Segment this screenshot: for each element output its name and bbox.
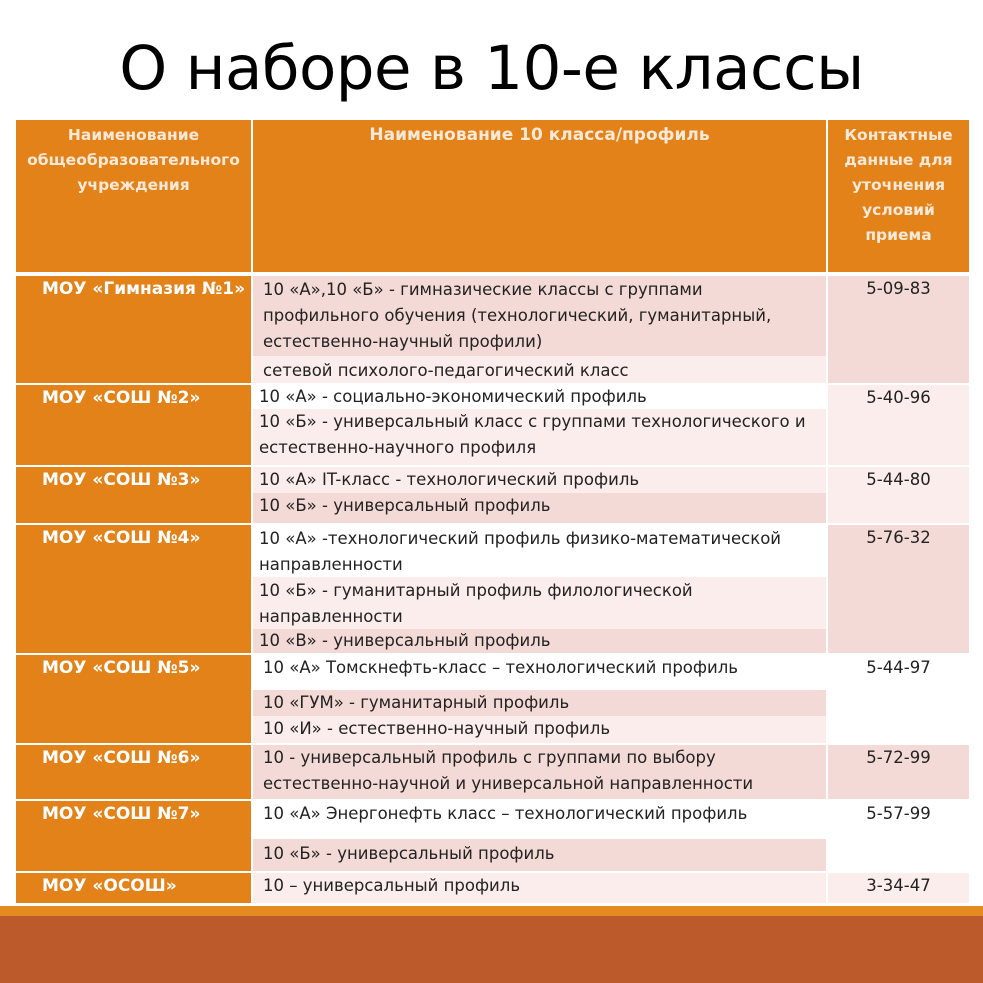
contact-cell: 5-72-99: [828, 745, 969, 799]
contact-cell: 5-57-99: [828, 801, 969, 871]
school-cell: МОУ «СОШ №2»: [16, 385, 251, 465]
class-cell: 10 – универсальный профиль: [253, 873, 826, 903]
class-cell: 10 «И» - естественно-научный профиль: [253, 716, 826, 743]
school-cell: МОУ «Гимназия №1»: [16, 276, 251, 383]
class-cell: 10 «ГУМ» - гуманитарный профиль: [253, 690, 826, 716]
class-cell: 10 «А» Энергонефть класс – технологический профиль: [253, 801, 826, 839]
school-cell: МОУ «СОШ №7»: [16, 801, 251, 871]
contact-cell: 5-09-83: [828, 276, 969, 383]
school-cell: МОУ «СОШ №5»: [16, 655, 251, 743]
class-cell: 10 «А» - социально-экономический профиль: [253, 385, 826, 409]
contact-cell: 3-34-47: [828, 873, 969, 903]
class-cell: 10 - универсальный профиль с группами по выбору естественно-научной и универсальной направленности: [253, 745, 826, 799]
footer-stripe: [0, 906, 983, 916]
school-cell: МОУ «СОШ №6»: [16, 745, 251, 799]
page-title: О наборе в 10-е классы: [119, 33, 864, 104]
class-cell: 10 «Б» - универсальный класс с группами технологического и естественно-научного профиля: [253, 409, 826, 465]
class-cell: 10 «Б» - универсальный профиль: [253, 839, 826, 871]
school-cell: МОУ «СОШ №3»: [16, 467, 251, 523]
header-profile: Наименование 10 класса/профиль: [253, 120, 826, 272]
class-cell: 10 «А» IT-класс - технологический профиль: [253, 467, 826, 493]
school-cell: МОУ «СОШ №4»: [16, 525, 251, 653]
header-school: Наименование общеобразовательного учреждения: [16, 120, 251, 272]
class-cell: 10 «В» - универсальный профиль: [253, 629, 826, 653]
contact-cell: 5-40-96: [828, 385, 969, 465]
class-cell: 10 «Б» - гуманитарный профиль филологической направленности: [253, 577, 826, 629]
class-cell: 10 «А» Томскнефть-класс – технологический профиль: [253, 655, 826, 690]
class-cell: 10 «А»,10 «Б» - гимназические классы с группами профильного обучения (технологический, гуманитарный, естественно-научный профили): [253, 276, 826, 356]
contact-cell: 5-44-97: [828, 655, 969, 743]
school-cell: МОУ «ОСОШ»: [16, 873, 251, 903]
class-cell: сетевой психолого-педагогический класс: [253, 356, 826, 383]
header-contact: Контактные данные для уточнения условий приема: [828, 120, 969, 272]
footer-band: [0, 916, 983, 983]
class-cell: 10 «А» -технологический профиль физико-математической направленности: [253, 525, 826, 577]
contact-cell: 5-44-80: [828, 467, 969, 523]
class-cell: 10 «Б» - универсальный профиль: [253, 493, 826, 523]
admission-table: [16, 120, 969, 903]
contact-cell: 5-76-32: [828, 525, 969, 653]
